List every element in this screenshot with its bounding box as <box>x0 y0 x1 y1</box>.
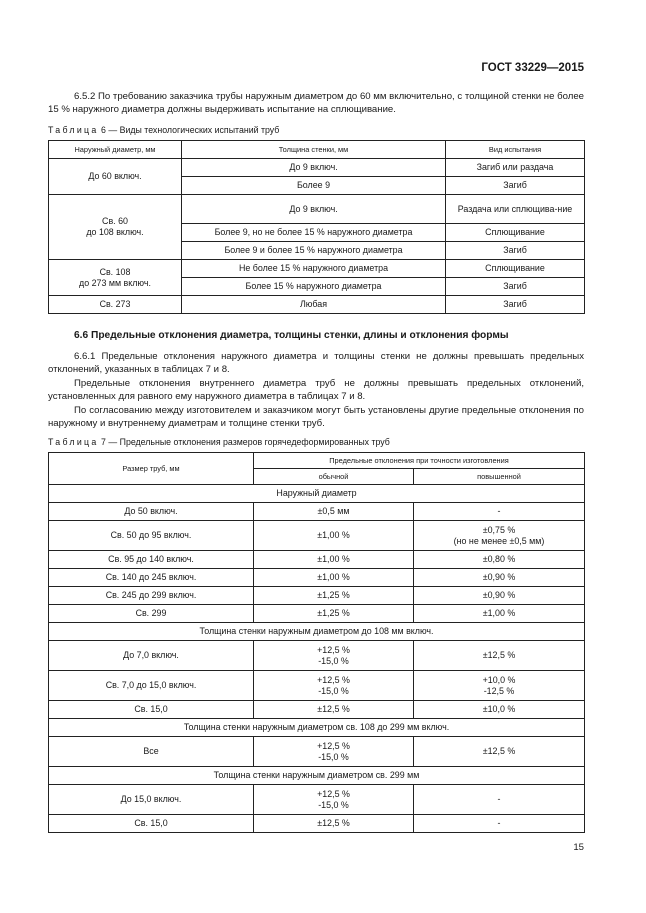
cell-normal: ±12,5 % <box>254 701 414 719</box>
cell-high: - <box>414 815 585 833</box>
section-row <box>49 485 585 503</box>
cell-diameter: До 60 включ. <box>49 159 182 195</box>
table-row <box>49 671 585 701</box>
cell-diameter-line1: Св. 108 <box>99 266 131 277</box>
table6-caption-label: Таблица <box>48 125 99 135</box>
cell-high: ±12,5 % <box>414 737 585 767</box>
cell-high: ±0,90 % <box>414 587 585 605</box>
section-6-6-heading: 6.6 Предельные отклонения диаметра, толщины стенки, длины и отклонения формы <box>74 330 509 341</box>
cell-high <box>414 671 585 701</box>
cell-test: Загиб <box>446 278 585 296</box>
cell-normal-line1: +12,5 % <box>317 740 350 751</box>
cell-wall: До 9 включ. <box>182 159 446 177</box>
header-pipe-size: Размер труб, мм <box>49 453 254 485</box>
table-row <box>49 569 585 587</box>
cell-diameter <box>49 195 182 260</box>
paragraph-agreement: По согласованию между изготовителем и заказчиком могут быть установлены другие предельные отклонения по наружному и внутреннему диаметрам и толщине стенки труб. <box>48 405 584 430</box>
cell-normal: ±1,00 % <box>254 569 414 587</box>
table-row <box>49 159 585 177</box>
cell-size: Св. 7,0 до 15,0 включ. <box>49 671 254 701</box>
cell-high: - <box>414 503 585 521</box>
header-high: повышенной <box>414 469 585 485</box>
table-row <box>49 503 585 521</box>
cell-normal <box>254 737 414 767</box>
cell-normal-line1: +12,5 % <box>317 674 350 685</box>
paragraph-6-6-1: 6.6.1 Предельные отклонения наружного диаметра и толщины стенки не должны превышать предельных отклонений, указанных в таблицах 7 и 8. <box>48 351 584 376</box>
table-row <box>49 785 585 815</box>
header-test-type: Вид испытания <box>446 141 585 159</box>
paragraph-6-5-2: 6.5.2 По требованию заказчика трубы наружным диаметром до 60 мм включительно, с толщиной стенки не более 15 % наружного диаметра должны выдерживать испытание на сплющивание. <box>48 91 584 116</box>
cell-size: Все <box>49 737 254 767</box>
cell-diameter <box>49 260 182 296</box>
cell-diameter: Св. 273 <box>49 296 182 314</box>
cell-high <box>414 521 585 551</box>
cell-size: До 15,0 включ. <box>49 785 254 815</box>
cell-high: ±12,5 % <box>414 641 585 671</box>
cell-size: Св. 15,0 <box>49 701 254 719</box>
cell-wall: Не более 15 % наружного диаметра <box>182 260 446 278</box>
document-id: ГОСТ 33229—2015 <box>481 62 584 74</box>
cell-normal-line1: +12,5 % <box>317 788 350 799</box>
table-header-row <box>49 141 585 159</box>
table6-caption-text: 6 — Виды технологических испытаний труб <box>101 125 280 135</box>
paragraph-inner-diameter: Предельные отклонения внутреннего диаметра труб не должны превышать предельных отклонений, установленных для равного ему наружного диаметра в таблицах 7 и 8. <box>48 378 584 403</box>
cell-normal: ±1,25 % <box>254 587 414 605</box>
cell-diameter-line2: до 108 включ. <box>86 227 144 237</box>
cell-size: Св. 95 до 140 включ. <box>49 551 254 569</box>
section-outer-diameter: Наружный диаметр <box>49 485 585 503</box>
cell-wall: Более 15 % наружного диаметра <box>182 278 446 296</box>
cell-normal <box>254 641 414 671</box>
cell-size: Св. 245 до 299 включ. <box>49 587 254 605</box>
section-row <box>49 623 585 641</box>
cell-wall: Более 9 и более 15 % наружного диаметра <box>182 242 446 260</box>
cell-normal: ±12,5 % <box>254 815 414 833</box>
cell-test: Загиб или раздача <box>446 159 585 177</box>
header-normal: обычной <box>254 469 414 485</box>
table-row <box>49 605 585 623</box>
header-outer-diameter: Наружный диаметр, мм <box>49 141 182 159</box>
table-row <box>49 551 585 569</box>
cell-normal: ±0,5 мм <box>254 503 414 521</box>
header-wall-thickness: Толщина стенки, мм <box>182 141 446 159</box>
cell-normal <box>254 785 414 815</box>
table-row <box>49 260 585 278</box>
cell-normal-line2: -15,0 % <box>318 751 349 762</box>
table6-caption <box>48 125 279 135</box>
table7-caption <box>48 437 390 447</box>
header-accuracy: Предельные отклонения при точности изготовления <box>254 453 585 469</box>
cell-wall: Более 9 <box>182 177 446 195</box>
cell-test: Загиб <box>446 296 585 314</box>
cell-high: ±10,0 % <box>414 701 585 719</box>
cell-size: До 50 включ. <box>49 503 254 521</box>
cell-size: Св. 15,0 <box>49 815 254 833</box>
section-wall-108-299: Толщина стенки наружным диаметром св. 108 до 299 мм включ. <box>49 719 585 737</box>
cell-high-line1: +10,0 % <box>482 674 516 685</box>
cell-wall: Более 9, но не более 15 % наружного диаметра <box>182 224 446 242</box>
section-wall-108: Толщина стенки наружным диаметром до 108 мм включ. <box>49 623 585 641</box>
cell-normal-line1: +12,5 % <box>317 644 350 655</box>
cell-high: - <box>414 785 585 815</box>
cell-normal: ±1,00 % <box>254 521 414 551</box>
cell-size: Св. 140 до 245 включ. <box>49 569 254 587</box>
table7-caption-text: 7 — Предельные отклонения размеров горячедеформированных труб <box>101 437 390 447</box>
cell-high: ±1,00 % <box>414 605 585 623</box>
table-row <box>49 195 585 224</box>
cell-diameter-line1: Св. 60 <box>102 216 128 226</box>
cell-test: Раздача или сплющива-ние <box>446 195 585 224</box>
table-7-deviations <box>48 452 585 833</box>
cell-test: Сплющивание <box>446 260 585 278</box>
table-row <box>49 701 585 719</box>
cell-normal-line2: -15,0 % <box>318 685 349 696</box>
table-row <box>49 737 585 767</box>
section-row <box>49 719 585 737</box>
cell-test: Загиб <box>446 177 585 195</box>
table-header-row <box>49 453 585 469</box>
cell-normal-line2: -15,0 % <box>318 799 349 810</box>
section-wall-299: Толщина стенки наружным диаметром св. 299 мм <box>49 767 585 785</box>
cell-high: ±0,80 % <box>414 551 585 569</box>
cell-normal-line2: -15,0 % <box>318 655 349 666</box>
table-row <box>49 815 585 833</box>
cell-high-line2: (но не менее ±0,5 мм) <box>453 535 545 546</box>
cell-normal <box>254 671 414 701</box>
table-row <box>49 641 585 671</box>
cell-wall: Любая <box>182 296 446 314</box>
cell-size: Св. 299 <box>49 605 254 623</box>
table-row <box>49 587 585 605</box>
cell-high-line1: ±0,75 % <box>482 524 516 535</box>
cell-diameter-line2: до 273 мм включ. <box>79 277 151 288</box>
table-row <box>49 296 585 314</box>
table-row <box>49 521 585 551</box>
cell-size: До 7,0 включ. <box>49 641 254 671</box>
cell-high: ±0,90 % <box>414 569 585 587</box>
cell-size: Св. 50 до 95 включ. <box>49 521 254 551</box>
cell-test: Загиб <box>446 242 585 260</box>
cell-test: Сплющивание <box>446 224 585 242</box>
cell-normal: ±1,00 % <box>254 551 414 569</box>
cell-high-line2: -12,5 % <box>483 685 515 696</box>
table-6-test-types <box>48 140 585 314</box>
page-number: 15 <box>573 842 584 853</box>
table7-caption-label: Таблица <box>48 437 99 447</box>
section-row <box>49 767 585 785</box>
cell-wall: До 9 включ. <box>182 195 446 224</box>
cell-normal: ±1,25 % <box>254 605 414 623</box>
